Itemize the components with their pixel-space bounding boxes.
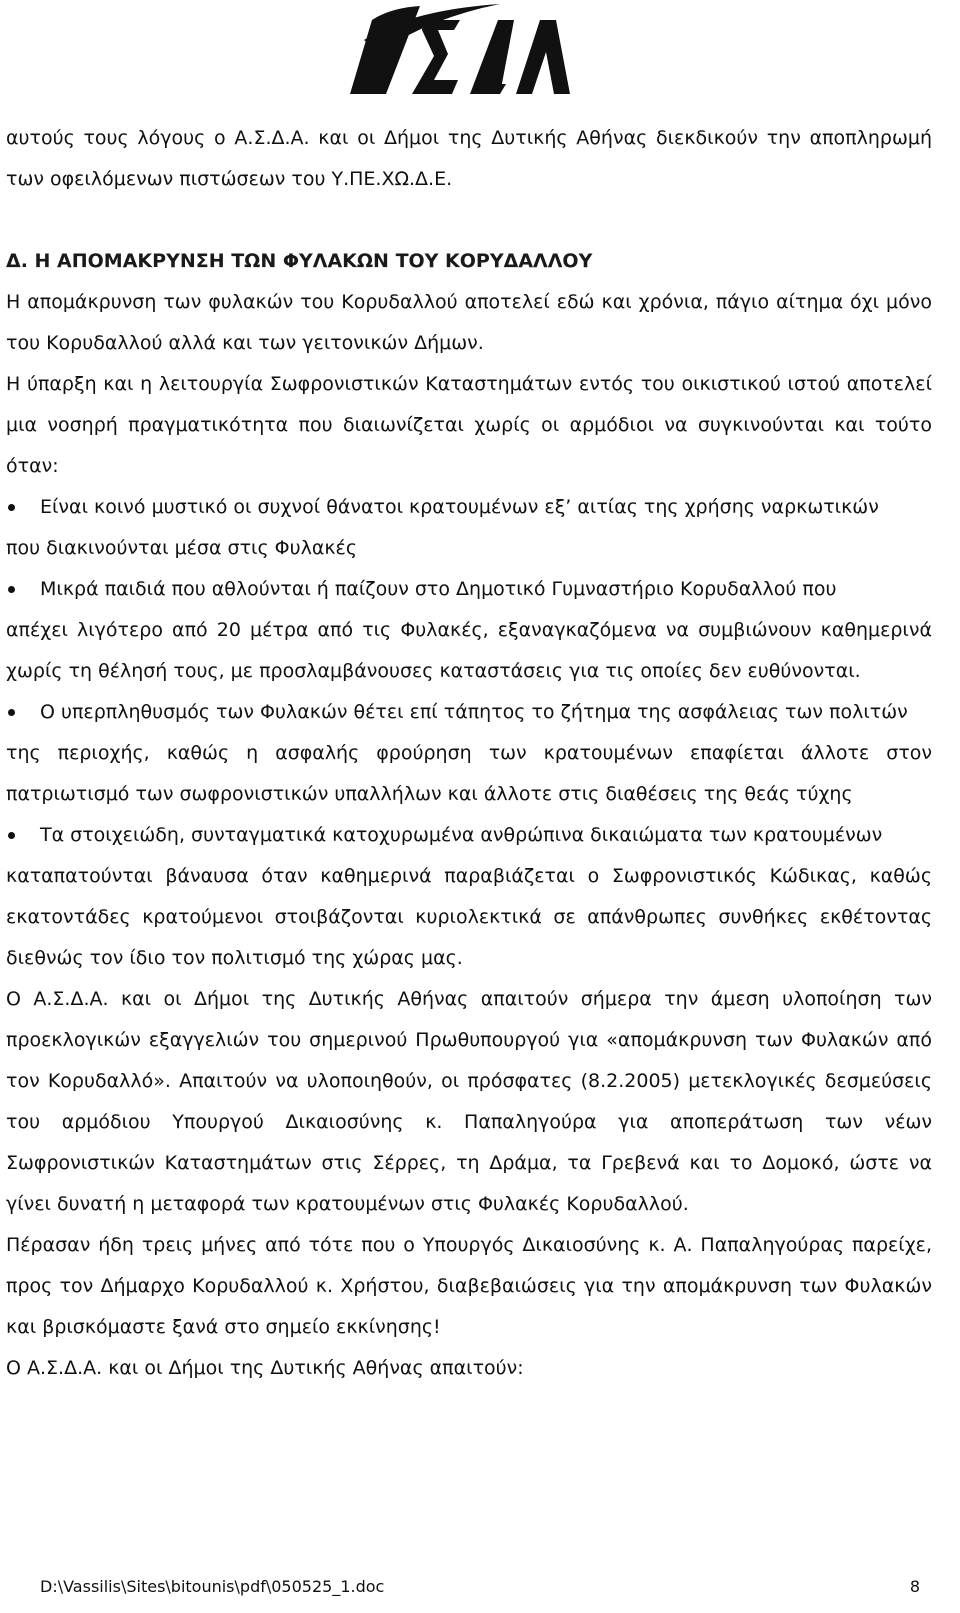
paragraph-3: Ο Α.Σ.Δ.Α. και οι Δήμοι της Δυτικής Αθήνας απαιτούν σήμερα την άμεση υλοποίηση των προεκλογικών εξαγγελιών του σημερινού Πρωθυπουργού για «απομάκρυνση των Φυλακών από τον Κορυδαλλό». Απαιτούν να υλοποιηθούν, οι πρόσφατες (8.2.2005) μετεκλογικές δεσμεύσεις του αρμόδιου Υπουργού Δικαιοσύνης κ. Παπαληγούρα για αποπεράτωση των νέων Σωφρονιστικών Καταστημάτων στις Σέρρες, τη Δράμα, τα Γρεβενά και το Δομοκό, ώστε να γίνει δυνατή η μεταφορά των κρατουμένων στις Φυλακές Κορυδαλλού. <box>6 988 932 1215</box>
bullet-dot-icon <box>8 504 15 511</box>
paragraph-1: Η απομάκρυνση των φυλακών του Κορυδαλλού αποτελεί εδώ και χρόνια, πάγιο αίτημα όχι μόνο του Κορυδαλλού αλλά και των γειτονικών Δήμων. <box>6 291 932 354</box>
bullet-text: Τα στοιχειώδη, συνταγματικά κατοχυρωμένα ανθρώπινα δικαιώματα των κρατουμένων <box>40 824 883 846</box>
paragraph-5: Ο Α.Σ.Δ.Α. και οι Δήμοι της Δυτικής Αθήνας απαιτούν: <box>6 1357 524 1379</box>
file-path: D:\Vassilis\Sites\bitounis\pdf\050525_1.doc <box>40 1577 385 1596</box>
bullet-item <box>6 815 932 979</box>
bullet-dot-icon <box>8 832 15 839</box>
bullet-item <box>6 692 932 815</box>
bullet-item <box>6 487 932 569</box>
bullet-dot-icon <box>8 586 15 593</box>
bullet-dot-icon <box>8 709 15 716</box>
bullet-text: Είναι κοινό μυστικό οι συχνοί θάνατοι κρατουμένων εξ’ αιτίας της χρήσης ναρκωτικών <box>40 496 879 518</box>
asda-logo <box>350 0 570 98</box>
section-heading: Δ. Η ΑΠΟΜΑΚΡΥΝΣΗ ΤΩΝ ΦΥΛΑΚΩΝ ΤΟΥ ΚΟΡΥΔΑΛΛΟΥ <box>6 250 593 272</box>
paragraph-2: Η ύπαρξη και η λειτουργία Σωφρονιστικών Καταστημάτων εντός του οικιστικού ιστού αποτελεί μια νοσηρή πραγματικότητα που διαιωνίζεται χωρίς οι αρμόδιοι να συγκινούνται και τούτο όταν: <box>6 373 932 477</box>
bullet-item <box>6 569 932 692</box>
document-body <box>6 118 932 1389</box>
bullet-text-continued: της περιοχής, καθώς η ασφαλής φρούρηση των κρατουμένων επαφίεται άλλοτε στον πατριωτισμό των σωφρονιστικών υπαλλήλων και άλλοτε στις διαθέσεις της θεάς τύχης <box>6 742 932 805</box>
bullet-text: Ο υπερπληθυσμός των Φυλακών θέτει επί τάπητος το ζήτημα της ασφάλειας των πολιτών <box>40 701 908 723</box>
page-number: 8 <box>909 1577 920 1596</box>
bullet-text-continued: απέχει λιγότερο από 20 μέτρα από τις Φυλακές, εξαναγκαζόμενα να συμβιώνουν καθημερινά χωρίς τη θέλησή τους, με προσλαμβάνουσες καταστάσεις για τις οποίες δεν ευθύνονται. <box>6 619 932 682</box>
bullet-text: Μικρά παιδιά που αθλούνται ή παίζουν στο Δημοτικό Γυμναστήριο Κορυδαλλού που <box>40 578 837 600</box>
paragraph-4: Πέρασαν ήδη τρεις μήνες από τότε που ο Υπουργός Δικαιοσύνης κ. Α. Παπαληγούρας παρείχε, προς τον Δήμαρχο Κορυδαλλού κ. Χρήστου, διαβεβαιώσεις για την απομάκρυνση των Φυλακών και βρισκόμαστε ξανά στο σημείο εκκίνησης! <box>6 1234 932 1338</box>
bullet-text-continued: που διακινούνται μέσα στις Φυλακές <box>6 537 357 559</box>
bullet-text-continued: καταπατούνται βάναυσα όταν καθημερινά παραβιάζεται ο Σωφρονιστικός Κώδικας, καθώς εκατοντάδες κρατούμενοι στοιβάζονται κυριολεκτικά σε απάνθρωπες συνθήκες εκθέτοντας διεθνώς τον ίδιο τον πολιτισμό της χώρας μας. <box>6 865 932 969</box>
intro-paragraph: αυτούς τους λόγους ο Α.Σ.Δ.Α. και οι Δήμοι της Δυτικής Αθήνας διεκδικούν την αποπληρωμή των οφειλόμενων πιστώσεων του Υ.ΠΕ.ΧΩ.Δ.Ε. <box>6 127 932 190</box>
